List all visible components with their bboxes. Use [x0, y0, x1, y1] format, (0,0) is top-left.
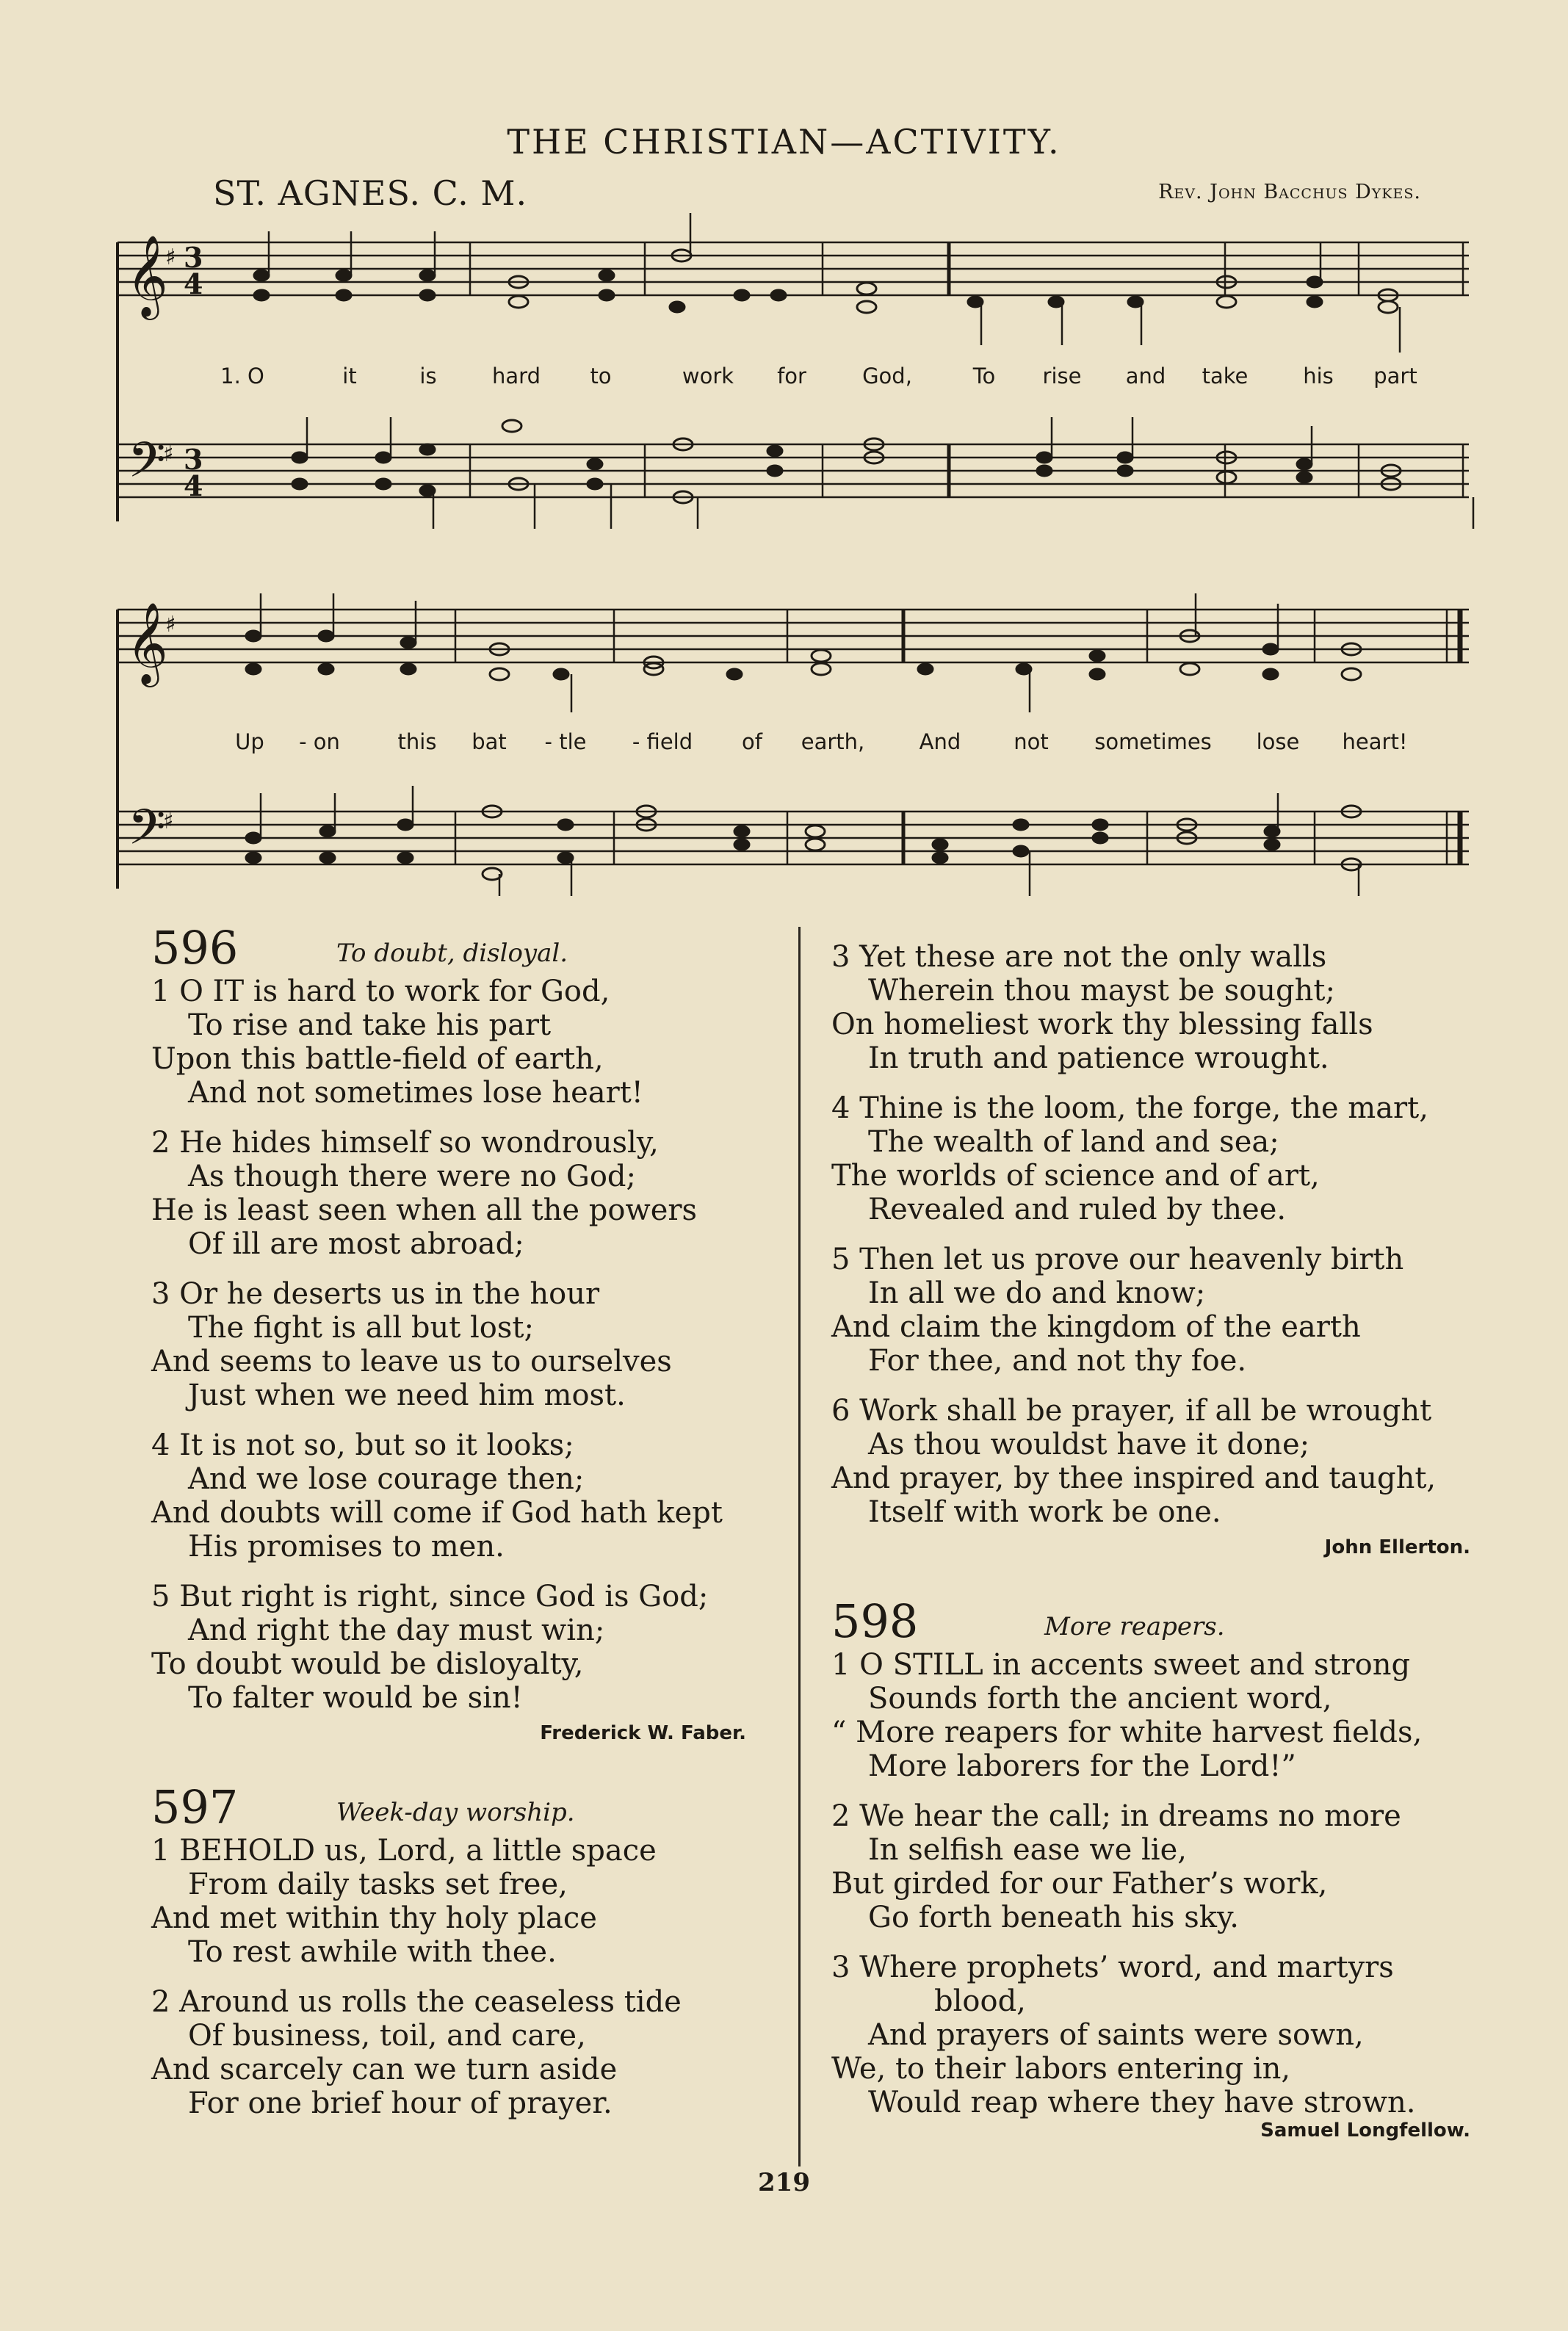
- svg-text:𝄞: 𝄞: [126, 234, 168, 317]
- verse-line: And prayer, by thee inspired and taught,: [831, 1461, 1437, 1495]
- verse-line: We, to their labors entering in,: [831, 2052, 1291, 2086]
- verse-line: Would reap where they have strown.: [868, 2086, 1416, 2119]
- column-divider: [798, 927, 801, 2166]
- page-number: 219: [758, 2168, 810, 2197]
- svg-text:𝄢: 𝄢: [128, 432, 166, 500]
- music-system-1: [110, 213, 1476, 530]
- verse-line: And right the day must win;: [188, 1613, 605, 1647]
- verse-line: He is least seen when all the powers: [151, 1193, 698, 1227]
- stanza: [151, 1580, 754, 1715]
- hymn-subtitle: Week-day worship.: [336, 1798, 575, 1827]
- stanza: [831, 1799, 1478, 1934]
- lyric-syllable: heart!: [1342, 729, 1408, 754]
- stanza: [831, 1648, 1478, 1783]
- stanza: [831, 940, 1478, 1075]
- verse-line: And seems to leave us to ourselves: [151, 1345, 672, 1378]
- lyric-syllable: is: [419, 364, 437, 388]
- lyric-syllable: for: [777, 364, 806, 388]
- stanza: [151, 975, 754, 1110]
- lyric-syllable: bat: [472, 729, 507, 754]
- lyric-syllable: God,: [862, 364, 912, 388]
- verse-line: His promises to men.: [188, 1530, 505, 1564]
- lyric-syllable: sometimes: [1094, 729, 1212, 754]
- verse-line: And met within thy holy place: [151, 1901, 597, 1935]
- hymn-596-heading: [151, 922, 754, 975]
- verse-line: Of business, toil, and care,: [188, 2019, 586, 2053]
- hymn-number: 596: [151, 921, 239, 975]
- verse-line: And scarcely can we turn aside: [151, 2053, 618, 2086]
- verse-line: For thee, and not thy foe.: [868, 1344, 1247, 1378]
- lyric-syllable: work: [682, 364, 734, 388]
- lyric-syllable: 1. O: [220, 364, 264, 388]
- verse-line: 2 Around us rolls the ceaseless tide: [151, 1985, 682, 2019]
- stanza: [151, 1834, 754, 1969]
- verse-line: And not sometimes lose heart!: [188, 1076, 643, 1110]
- svg-text:3: 3: [184, 443, 203, 476]
- lyric-syllable: take: [1202, 364, 1249, 388]
- lyric-syllable: Up: [235, 729, 264, 754]
- lyric-syllable: And: [919, 729, 961, 754]
- svg-text:♯: ♯: [163, 809, 174, 834]
- verse-line: The worlds of science and of art,: [831, 1159, 1320, 1193]
- svg-text:3: 3: [184, 241, 203, 274]
- verse-line: As thou wouldst have it done;: [868, 1428, 1310, 1461]
- hymn-author: Frederick W. Faber.: [540, 1722, 746, 1744]
- verse-line: “ More reapers for white harvest fields,: [831, 1716, 1423, 1749]
- stanza: [831, 1243, 1478, 1378]
- lyric-syllable: - on: [299, 729, 340, 754]
- stanza: [151, 1985, 754, 2120]
- lyric-syllable: part: [1373, 364, 1417, 388]
- verse-line: 5 But right is right, since God is God;: [151, 1580, 709, 1613]
- hymn-subtitle: More reapers.: [1044, 1612, 1225, 1641]
- verse-line: In truth and patience wrought.: [868, 1041, 1329, 1075]
- verse-line: 1 O STILL in accents sweet and strong: [831, 1648, 1411, 1682]
- verse-line: 6 Work shall be prayer, if all be wrought: [831, 1394, 1432, 1428]
- verse-line: And doubts will come if God hath kept: [151, 1496, 723, 1530]
- verse-line: And prayers of saints were sown,: [868, 2018, 1364, 2052]
- verse-line: In all we do and know;: [868, 1276, 1206, 1310]
- verse-line: Go forth beneath his sky.: [868, 1901, 1239, 1934]
- verse-line: 2 We hear the call; in dreams no more: [831, 1799, 1401, 1833]
- verse-line: Itself with work be one.: [868, 1495, 1221, 1529]
- svg-text:4: 4: [184, 469, 203, 502]
- lyric-syllable: to: [590, 364, 612, 388]
- verse-line: 4 It is not so, but so it looks;: [151, 1428, 574, 1462]
- verse-line: And claim the kingdom of the earth: [831, 1310, 1361, 1344]
- verse-line: 4 Thine is the loom, the forge, the mart,: [831, 1091, 1428, 1125]
- verse-line: 3 Or he deserts us in the hour: [151, 1277, 600, 1311]
- verse-line: 5 Then let us prove our heavenly birth: [831, 1243, 1404, 1276]
- verse-line: From daily tasks set free,: [188, 1868, 568, 1901]
- verse-line: As though there were no God;: [188, 1160, 636, 1193]
- lyric-syllable: rise: [1042, 364, 1082, 388]
- stanza: [151, 1126, 754, 1261]
- verse-line: 1 O IT is hard to work for God,: [151, 975, 610, 1008]
- verse-line: To falter would be sin!: [188, 1681, 523, 1715]
- svg-text:𝄢: 𝄢: [128, 799, 166, 867]
- verse-line: Sounds forth the ancient word,: [868, 1682, 1332, 1716]
- verse-line: And we lose courage then;: [188, 1462, 585, 1496]
- tune-name: ST. AGNES. C. M.: [213, 173, 528, 213]
- hymn-number: 598: [831, 1594, 919, 1648]
- lyric-syllable: it: [342, 364, 357, 388]
- verse-line: blood,: [934, 1984, 1026, 2018]
- verse-line: 1 BEHOLD us, Lord, a little space: [151, 1834, 657, 1868]
- lyric-syllable: lose: [1256, 729, 1300, 754]
- lyric-syllable: earth,: [801, 729, 865, 754]
- lyric-syllable: - tle: [544, 729, 587, 754]
- svg-text:𝄞: 𝄞: [126, 601, 168, 684]
- verse-line: Of ill are most abroad;: [188, 1227, 524, 1261]
- svg-text:4: 4: [184, 267, 203, 300]
- composer-credit: Rev. John Bacchus Dykes.: [1158, 181, 1421, 203]
- section-title: THE CHRISTIAN—ACTIVITY.: [507, 122, 1061, 162]
- lyric-syllable: this: [397, 729, 437, 754]
- verse-line: In selfish ease we lie,: [868, 1833, 1187, 1867]
- verse-line: More laborers for the Lord!”: [868, 1749, 1296, 1783]
- hymn-number: 597: [151, 1780, 239, 1834]
- verse-line: Upon this battle-field of earth,: [151, 1042, 604, 1076]
- hymn-author: Samuel Longfellow.: [1260, 2119, 1470, 2142]
- verse-line: The wealth of land and sea;: [868, 1125, 1279, 1159]
- lyric-syllable: - field: [632, 729, 693, 754]
- verse-line: Just when we need him most.: [188, 1378, 626, 1412]
- verse-line: Wherein thou mayst be sought;: [868, 974, 1335, 1008]
- stanza: [151, 1277, 754, 1412]
- stanza: [831, 1091, 1478, 1226]
- hymn-author: John Ellerton.: [1324, 1536, 1470, 1558]
- verse-line: To rise and take his part: [188, 1008, 552, 1042]
- verse-line: 3 Yet these are not the only walls: [831, 940, 1327, 974]
- verse-line: 2 He hides himself so wondrously,: [151, 1126, 659, 1160]
- right-column: [831, 940, 1478, 2178]
- verse-line: To rest awhile with thee.: [188, 1935, 557, 1969]
- verse-line: 3 Where prophets’ word, and martyrs: [831, 1951, 1394, 1984]
- lyric-syllable: and: [1125, 364, 1166, 388]
- svg-text:♯: ♯: [165, 612, 176, 637]
- music-system-2: [110, 580, 1476, 897]
- verse-line: On homeliest work thy blessing falls: [831, 1008, 1373, 1041]
- svg-text:♯: ♯: [165, 245, 176, 270]
- lyric-syllable: of: [742, 729, 762, 754]
- hymn-597-heading: [151, 1781, 754, 1834]
- lyric-syllable: hard: [492, 364, 541, 388]
- verse-line: Revealed and ruled by thee.: [868, 1193, 1287, 1226]
- stanza: [151, 1428, 754, 1564]
- verse-line: But girded for our Father’s work,: [831, 1867, 1328, 1901]
- hymn-598-heading: [831, 1595, 1478, 1648]
- hymn-subtitle: To doubt, disloyal.: [336, 939, 568, 968]
- verse-line: The fight is all but lost;: [188, 1311, 534, 1345]
- lyric-syllable: his: [1303, 364, 1334, 388]
- stanza: [831, 1951, 1478, 2119]
- lyric-syllable: not: [1014, 729, 1049, 754]
- stanza: [831, 1394, 1478, 1529]
- left-column: [151, 922, 754, 2136]
- verse-line: For one brief hour of prayer.: [188, 2086, 613, 2120]
- svg-text:♯: ♯: [163, 441, 174, 467]
- lyric-syllable: To: [972, 364, 996, 388]
- verse-line: To doubt would be disloyalty,: [151, 1647, 584, 1681]
